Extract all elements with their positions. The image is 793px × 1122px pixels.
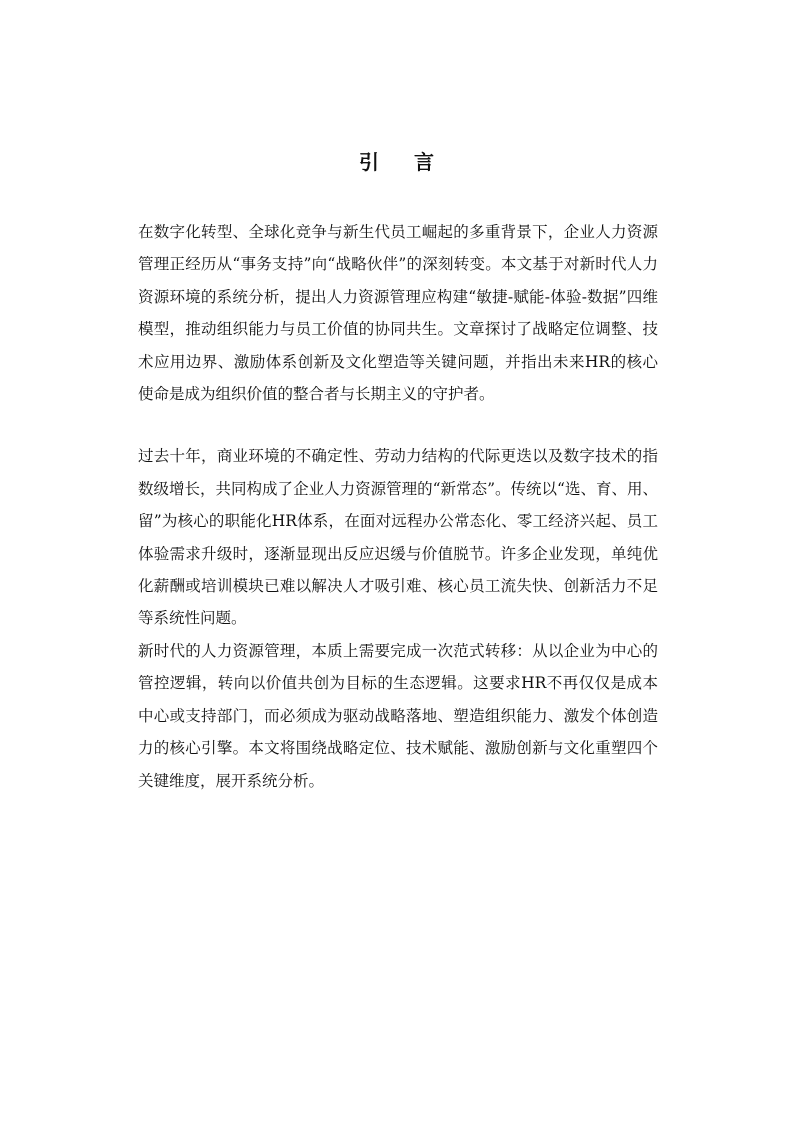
document-body: [138, 216, 658, 797]
body-paragraph-2: 新时代的人力资源管理，本质上需要完成一次范式转移：从以企业为中心的管控逻辑，转向以价值共创为目标的生态逻辑。这要求HR不再仅仅是成本中心或支持部门，而必须成为驱动战略落地、塑造组织能力、激发个体创造力的核心引擎。本文将围绕战略定位、技术赋能、激励创新与文化重塑四个关键维度，展开系统分析。: [138, 641, 658, 790]
page-title: 引 言: [359, 150, 448, 174]
body-paragraph-1: 过去十年，商业环境的不确定性、劳动力结构的代际更迭以及数字技术的指数级增长，共同构成了企业人力资源管理的“新常态”。传统以“选、育、用、留”为核心的职能化HR体系，在面对远程办公常态化、零工经济兴起、员工体验需求升级时，逐渐显现出反应迟缓与价值脱节。许多企业发现，单纯优化薪酬或培训模块已难以解决人才吸引难、核心员工流失快、创新活力不足等系统性问题。: [138, 447, 658, 628]
abstract-paragraph: 在数字化转型、全球化竞争与新生代员工崛起的多重背景下，企业人力资源管理正经历从“事务支持”向“战略伙伴”的深刻转变。本文基于对新时代人力资源环境的系统分析，提出人力资源管理应构建“敏捷-赋能-体验-数据”四维模型，推动组织能力与员工价值的协同共生。文章探讨了战略定位调整、技术应用边界、激励体系创新及文化塑造等关键问题，并指出未来HR的核心使命是成为组织价值的整合者与长期主义的守护者。: [138, 223, 658, 404]
